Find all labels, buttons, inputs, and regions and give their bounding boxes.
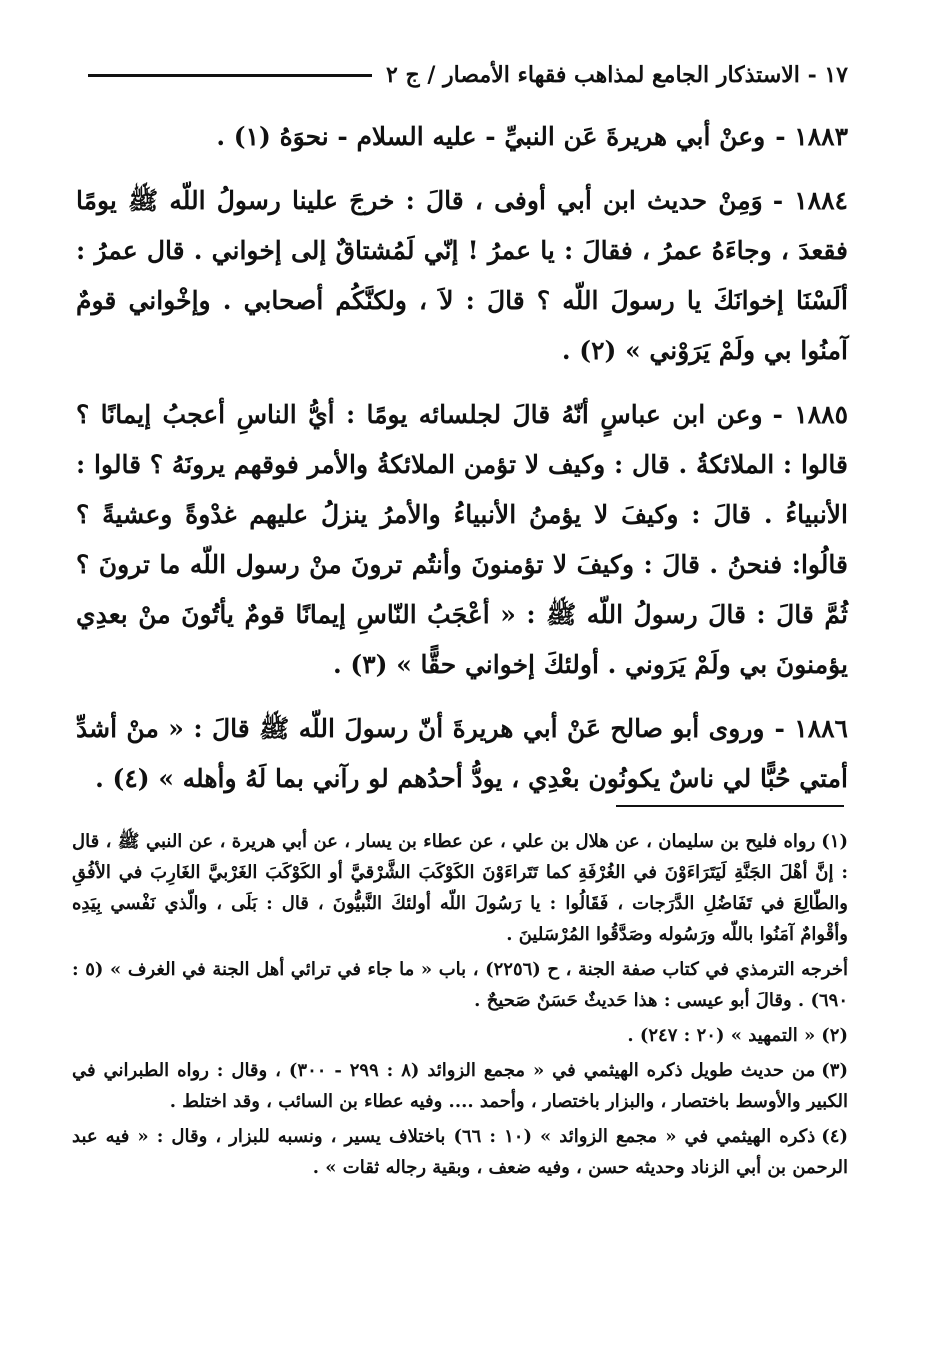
- hadith-paragraph: [76, 112, 848, 162]
- footnote-text: من حديث طويل ذكره الهيثمي في « مجمع الزوائد (٨ : ٢٩٩ - ٣٠٠) ، وقال : رواه الطبراني في الكبير والأوسط باختصار ، والبزار باختصار ، وأحمد .... وفيه عطاء بن السائب ، وقد اختلط .: [72, 1060, 848, 1112]
- footnotes-section: [72, 826, 848, 1187]
- hadith-number: ١٨٨٥ -: [772, 400, 848, 429]
- running-title: ١٧ - الاستذكار الجامع لمذاهب فقهاء الأمصار / ج ٢: [385, 62, 848, 88]
- footnote-separator: [616, 805, 844, 807]
- footnote: [72, 1020, 848, 1051]
- footnote-continuation: أخرجه الترمذي في كتاب صفة الجنة ، ح (٢٢٥٦) ، باب « ما جاء في ترائي أهل الجنة في الغرف » (٥ : ٦٩٠) . وقالَ أبو عيسى : هذا حَديثٌ حَسَنٌ صَحيحٌ .: [72, 959, 848, 1011]
- hadith-text: وَمِنْ حديث ابن أبي أوفى ، قالَ : خرجَ علينا رسولُ اللّه ﷺ يومًا فقعدَ ، وجاءَهُ عمرُ ، فقالَ : يا عمرُ ! إنّي لَمُشتاقٌ إلى إخواني . قال عمرُ : ألَسْنَا إخوانَكَ يا رسولَ اللّه ؟ قالَ : لاَ ، ولكنَّكُم أصحابي . وإخْواني قومٌ آمنُوا بي ولَمْ يَرَوْني » (٢) .: [76, 186, 848, 365]
- footnote: [72, 826, 848, 950]
- hadith-number: ١٨٨٦ -: [774, 714, 848, 743]
- footnote-text: رواه فليح بن سليمان ، عن هلال بن علي ، عن عطاء بن يسار ، عن أبي هريرة ، عن النبي ﷺ ، قال : إنَّ أهْلَ الجَنَّةِ لَيَتَرَاءَوْنَ في الغُرْفَةِ كما تَتَراءَوْنَ الكَوْكَبَ الشَّرْقيَّ أو الكَوْكَبَ الغَرْبيَّ الغَارِبَ في الأفُقِ والطّالِعَ في تَفَاضُلِ الدَّرَجات ، فَقَالُوا : يا رَسُولَ اللّه أولئكَ النَّبيُّونَ ، قال : بَلَى ، والّذي نَفْسي بِيَدِه وأقْوامٌ آمَنُوا باللّه ورَسُوله وصَدَّقُوا المُرْسَلينَ .: [72, 831, 848, 945]
- header-rule: [88, 74, 372, 77]
- hadith-text: وعنْ أبي هريرةَ عَن النبيِّ - عليه السلام - نحوَهُ (١) .: [216, 122, 766, 151]
- hadith-paragraph: [76, 704, 848, 804]
- hadith-paragraph: [76, 176, 848, 376]
- footnote: [72, 1055, 848, 1117]
- main-text: [76, 112, 848, 818]
- hadith-number: ١٨٨٣ -: [775, 122, 848, 151]
- footnote-text: « التمهيد » (٢٠ : ٢٤٧) .: [627, 1025, 816, 1046]
- hadith-text: وروى أبو صالح عَنْ أبي هريرةَ أنّ رسولَ اللّه ﷺ قالَ : « منْ أشدِّ أمتي حُبًّا لي ناسٌ يكونُون بعْدِي ، يودُّ أحدُهم لو رآني بما لَهُ وأهله » (٤) .: [76, 714, 848, 793]
- footnote-label: (١): [821, 831, 848, 852]
- page-header: [88, 62, 848, 88]
- hadith-number: ١٨٨٤ -: [772, 186, 848, 215]
- footnote-label: (٤): [821, 1126, 848, 1147]
- footnote-label: (٣): [821, 1060, 848, 1081]
- footnote-text: ذكره الهيثمي في « مجمع الزوائد » (١٠ : ٦٦) باختلاف يسير ، ونسبه للبزار ، وقال : « فيه عبد الرحمن بن أبي الزناد وحديثه حسن ، وفيه ضعف ، وبقية رجاله ثقات » .: [72, 1126, 848, 1178]
- hadith-text: وعن ابن عباسٍ أنّهُ قالَ لجلسائه يومًا : أيُّ الناسِ أعجبُ إيمانًا ؟ قالوا : الملائكةُ . قال : وكيف لا تؤمن الملائكةُ والأمر فوقهم يرونَهُ ؟ قالوا : الأنبياءُ . قالَ : وكيفَ لا يؤمنُ الأنبياءُ والأمرُ ينزلُ عليهم غدْوةً وعشيةً ؟ قالُوا: فنحنُ . قالَ : وكيفَ لا تؤمنونَ وأنتُم ترونَ منْ رسول اللّه ما ترونَ ؟ ثُمَّ قالَ : قالَ رسولُ اللّه ﷺ : « أعْجَبُ النّاسِ إيمانًا قومٌ يأتُونَ منْ بعدِي يؤمنونَ بي ولَمْ يَرَوني . أولئكَ إخواني حقًّا » (٣) .: [76, 400, 848, 679]
- hadith-paragraph: [76, 390, 848, 690]
- footnote: [72, 1121, 848, 1183]
- footnote-label: (٢): [821, 1025, 848, 1046]
